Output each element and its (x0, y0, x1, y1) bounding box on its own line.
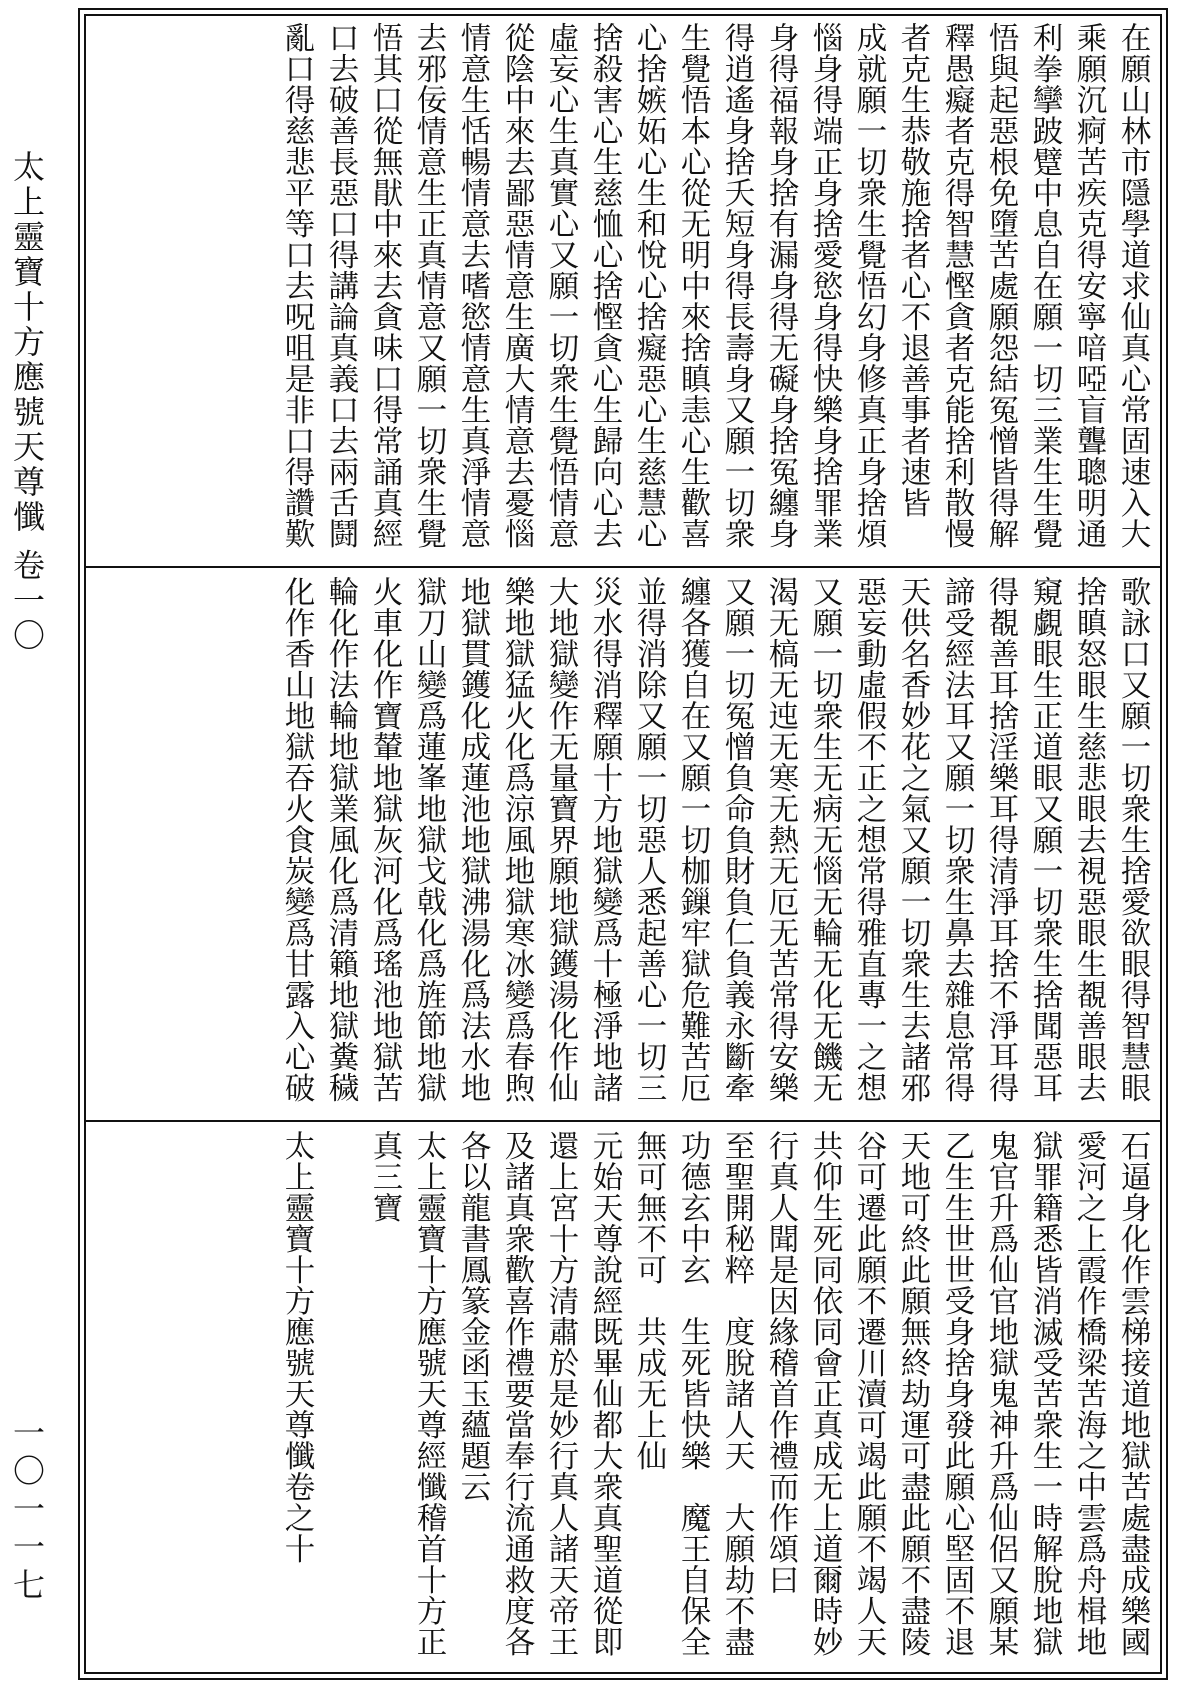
text-column: 大地獄變作无量寶界願地獄鑊湯化作仙 (543, 576, 578, 1103)
text-column: 悟與起惡根免墮苦處願怨結冤憎皆得解 (983, 22, 1018, 549)
blank-column (318, 1130, 362, 1664)
text-column: 又願一切冤憎負命負財負仁負義永斷牽 (719, 576, 754, 1103)
text-column: 者克生恭敬施捨者心不退善事者速皆 (895, 22, 930, 518)
text-column: 窺覷眼生正道眼又願一切衆生捨聞惡耳 (1027, 576, 1062, 1103)
text-column: 愛河之上霞作橋梁苦海之中雲爲舟楫地 (1071, 1130, 1106, 1657)
text-column: 石逼身化作雲梯接道地獄苦處盡成樂國 (1115, 1130, 1150, 1657)
text-column: 身得福報身捨有漏身得无礙身捨冤纏身 (763, 22, 798, 549)
text-column: 去邪佞情意生正真情意又願一切衆生覺 (411, 22, 446, 549)
text-column: 情意生恬暢情意去嗜慾情意生真淨情意 (455, 22, 490, 549)
text-column: 鬼官升爲仙官地獄鬼神升爲仙侶又願某 (983, 1130, 1018, 1657)
text-column: 口去破善長惡口得講論真義口去兩舌鬪 (323, 22, 358, 549)
text-column: 亂口得慈悲平等口去呪咀是非口得讚歎 (279, 22, 314, 549)
verse-column: 無可無不可 共成无上仙 (631, 1130, 666, 1471)
register-3 (94, 1130, 1154, 1664)
text-column: 太上靈寶十方應號天尊經懺稽首十方正 (411, 1130, 446, 1657)
verse-column: 至聖開秘粹 度脫諸人天 大願劫不盡 (719, 1130, 754, 1657)
text-column: 天供名香妙花之氣又願一切衆生去諸邪 (895, 576, 930, 1103)
text-column: 釋愚癡者克得智慧慳貪者克能捨利散慢 (939, 22, 974, 549)
text-column: 虛妄心生真實心又願一切衆生覺悟情意 (543, 22, 578, 549)
text-column: 成就願一切衆生覺悟幻身修真正身捨煩 (851, 22, 886, 549)
register-2 (94, 576, 1154, 1112)
text-column: 還上宮十方清肅於是妙行真人諸天帝王 (543, 1130, 578, 1657)
text-column: 惡妄動虛假不正之想常得雅直專一之想 (851, 576, 886, 1103)
text-column: 在願山林市隱學道求仙真心常固速入大 (1115, 22, 1150, 549)
text-column: 化作香山地獄吞火食炭變爲甘露入心破 (279, 576, 314, 1103)
text-column: 捨殺害心生慈恤心捨慳貪心生歸向心去 (587, 22, 622, 549)
text-column: 樂地獄猛火化爲涼風地獄寒冰變爲春煦 (499, 576, 534, 1103)
text-column: 歌詠口又願一切衆生捨愛欲眼得智慧眼 (1115, 576, 1150, 1103)
text-column: 渴无槁无迍无寒无熱无厄无苦常得安樂 (763, 576, 798, 1103)
text-column: 得逍遙身捨夭短身得長壽身又願一切衆 (719, 22, 754, 549)
text-column: 獄刀山變爲蓮峯地獄戈戟化爲旌節地獄 (411, 576, 446, 1103)
text-column: 利拳攣跛躄中息自在願一切三業生生覺 (1027, 22, 1062, 549)
text-column: 共仰生死同依同會正真成无上道爾時妙 (807, 1130, 842, 1657)
register-divider (84, 1120, 1162, 1122)
text-column: 乘願沉痾苦疾克得安寧喑啞盲聾聰明通 (1071, 22, 1106, 549)
text-column: 地獄貫鑊化成蓮池地獄沸湯化爲法水地 (455, 576, 490, 1103)
text-column: 並得消除又願一切惡人悉起善心一切三 (631, 576, 666, 1103)
text-column: 諦受經法耳又願一切衆生鼻去雜息常得 (939, 576, 974, 1103)
text-column: 獄罪籍悉皆消滅受苦衆生一時解脫地獄 (1027, 1130, 1062, 1657)
text-column: 又願一切衆生无病无惱无輪无化无饑无 (807, 576, 842, 1103)
text-column: 纏各獲自在又願一切枷鏁牢獄危難苦厄 (675, 576, 710, 1103)
text-column: 惱身得端正身捨愛慾身得快樂身捨罪業 (807, 22, 842, 549)
text-column: 輪化作法輪地獄業風化爲清籟地獄糞穢 (323, 576, 358, 1103)
register-divider (84, 566, 1162, 568)
text-column: 行真人聞是因緣稽首作禮而作頌曰 (763, 1130, 798, 1595)
text-column: 災水得消釋願十方地獄變爲十極淨地諸 (587, 576, 622, 1103)
register-1 (94, 22, 1154, 560)
text-column: 天地可終此願無終劫運可盡此願不盡陵 (895, 1130, 930, 1657)
text-column: 谷可遷此願不遷川瀆可竭此願不竭人天 (851, 1130, 886, 1657)
text-column: 生覺悟本心從无明中來捨瞋恚心生歡喜 (675, 22, 710, 549)
text-column: 悟其口從無猒中來去貪味口得常誦真經 (367, 22, 402, 549)
text-column: 各以龍書鳳篆金函玉蘊題云 (455, 1130, 490, 1502)
closing-title-column: 太上靈寶十方應號天尊懺卷之十 (279, 1130, 314, 1564)
page-number: 一〇一一七 (8, 1416, 46, 1606)
text-column: 捨瞋怒眼生慈悲眼去視惡眼生覩善眼去 (1071, 576, 1106, 1103)
text-column: 乙生生世世受身捨身發此願心堅固不退 (939, 1130, 974, 1657)
margin-title: 太上靈寶十方應號天尊懺 卷一〇 (8, 150, 46, 654)
text-column: 真三寶 (367, 1130, 402, 1223)
text-column: 元始天尊說經既畢仙都大衆真聖道從即 (587, 1130, 622, 1657)
text-column: 得覩善耳捨淫樂耳得清淨耳捨不淨耳得 (983, 576, 1018, 1103)
text-column: 火車化作寶輦地獄灰河化爲瑤池地獄苦 (367, 576, 402, 1103)
verse-column: 功德玄中玄 生死皆快樂 魔王自保全 (675, 1130, 710, 1657)
text-column: 從陰中來去鄙惡情意生廣大情意去憂惱 (499, 22, 534, 549)
text-column: 心捨嫉妬心生和悅心捨癡惡心生慈慧心 (631, 22, 666, 549)
text-column: 及諸真衆歡喜作禮要當奉行流通救度各 (499, 1130, 534, 1657)
